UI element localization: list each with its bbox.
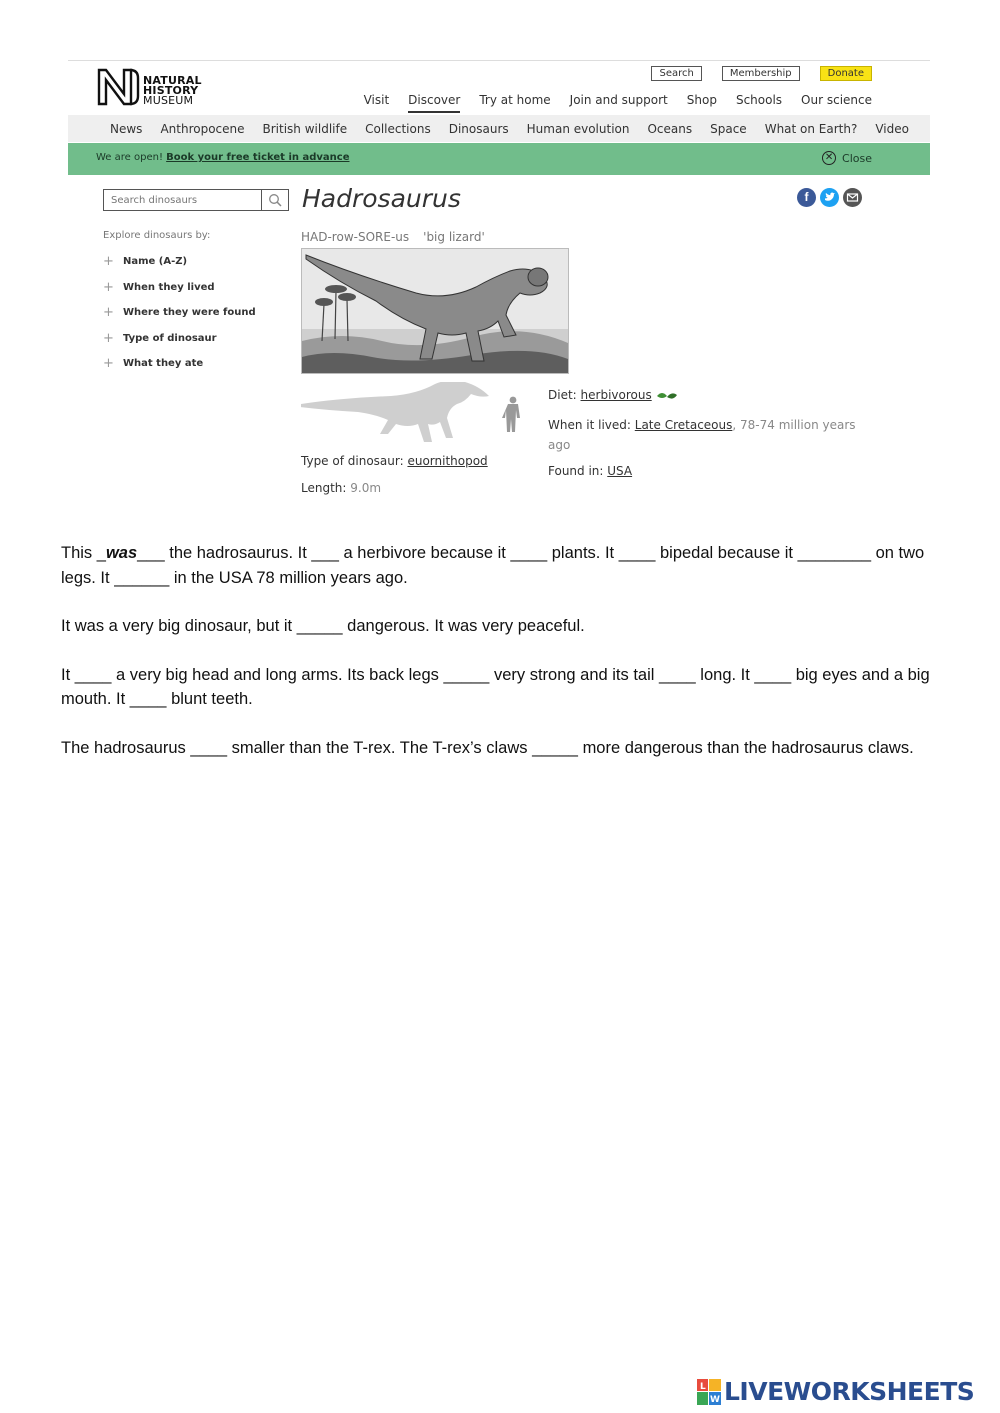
diet-label: Diet: xyxy=(548,388,581,402)
diet-detail xyxy=(548,388,678,402)
lived-link[interactable]: Late Cretaceous xyxy=(634,418,733,432)
explore-filters xyxy=(103,256,256,384)
leaf-icon xyxy=(656,390,678,402)
plus-icon: + xyxy=(103,330,114,346)
pronunciation xyxy=(301,230,485,244)
sub-nav-video[interactable]: Video xyxy=(875,121,909,136)
sub-nav-what-on-earth[interactable]: What on Earth? xyxy=(764,121,858,136)
sub-nav-british-wildlife[interactable]: British wildlife xyxy=(262,121,348,136)
dinosaur-title: Hadrosaurus xyxy=(302,184,461,213)
sub-nav-human-evolution[interactable]: Human evolution xyxy=(526,121,630,136)
logo-line-2: HISTORY xyxy=(143,84,199,97)
top-divider xyxy=(68,60,930,61)
logo-line-1: NATURAL xyxy=(143,74,202,87)
donate-button[interactable]: Donate xyxy=(820,66,872,81)
type-of-dinosaur xyxy=(301,454,488,468)
filter-when-they-lived[interactable] xyxy=(103,279,256,308)
museum-page-screenshot xyxy=(68,60,930,510)
filter-label: Type of dinosaur xyxy=(123,332,217,344)
banner-close-label: Close xyxy=(842,151,872,165)
filter-name-a-z[interactable] xyxy=(103,256,256,282)
sub-nav-space[interactable]: Space xyxy=(710,121,747,136)
search-input[interactable] xyxy=(104,190,262,210)
logo-wordmark xyxy=(143,76,202,106)
main-nav-schools[interactable]: Schools xyxy=(735,93,783,107)
found-label: Found in: xyxy=(548,464,608,478)
filter-where-found[interactable] xyxy=(103,307,256,333)
explore-heading: Explore dinosaurs by: xyxy=(103,230,211,241)
p1-start: This _ xyxy=(61,544,106,562)
book-ticket-link[interactable]: Book your free ticket in advance xyxy=(166,152,350,163)
length-value: 9.0m xyxy=(350,481,382,495)
open-banner xyxy=(68,143,930,175)
main-nav-try-at-home[interactable]: Try at home xyxy=(479,93,551,107)
close-icon: ✕ xyxy=(822,151,836,165)
length-detail xyxy=(301,481,381,495)
filter-type-of-dinosaur[interactable] xyxy=(103,330,256,359)
plus-icon: + xyxy=(103,356,114,372)
found-in-detail xyxy=(548,464,632,478)
main-nav-visit[interactable]: Visit xyxy=(363,93,390,107)
plus-icon: + xyxy=(103,305,114,321)
main-nav-discover[interactable]: Discover xyxy=(408,93,460,113)
sub-nav-dinosaurs[interactable]: Dinosaurs xyxy=(448,121,509,136)
liveworksheets-wordmark: LIVEWORKSHEETS xyxy=(724,1377,975,1406)
museum-logo[interactable] xyxy=(96,66,216,110)
search-button[interactable]: Search xyxy=(651,66,701,81)
when-lived-detail xyxy=(548,415,878,455)
exercise-paragraph-2: It was a very big dinosaur, but it _____ dangerous. It was very peaceful. xyxy=(61,617,585,635)
p1-rest: ___ the hadrosaurus. It ___ a herbivore because it ____ plants. It ____ bipedal because it ________ on two legs. It ______ in the USA 78 million years ago. xyxy=(61,544,925,587)
banner-message xyxy=(96,152,349,163)
sub-nav-anthropocene[interactable]: Anthropocene xyxy=(160,121,245,136)
plus-icon: + xyxy=(103,254,114,269)
facebook-icon[interactable]: f xyxy=(797,188,816,207)
twitter-icon[interactable] xyxy=(820,188,839,207)
share-icons xyxy=(797,188,862,207)
diet-link[interactable]: herbivorous xyxy=(580,388,652,402)
membership-button[interactable]: Membership xyxy=(722,66,800,81)
sub-nav-oceans[interactable]: Oceans xyxy=(647,121,693,136)
length-label: Length: xyxy=(301,481,351,495)
main-nav-join-and-support[interactable]: Join and support xyxy=(569,93,668,107)
size-comparison-silhouette xyxy=(301,382,531,444)
liveworksheets-badge-icon xyxy=(697,1379,721,1405)
sub-nav-collections[interactable]: Collections xyxy=(365,121,431,136)
hadrosaurus-drawing-icon xyxy=(302,249,568,373)
human-figure-icon xyxy=(502,397,520,432)
logo-line-3: MUSEUM xyxy=(143,94,194,107)
filter-label: When they lived xyxy=(123,281,215,293)
plus-icon: + xyxy=(103,279,114,295)
badge-letter-l: L xyxy=(700,1381,706,1392)
worksheet-exercise xyxy=(61,541,931,784)
top-buttons xyxy=(651,66,872,81)
banner-text: We are open! xyxy=(96,152,167,163)
exercise-paragraph-3: It ____ a very big head and long arms. Its back legs _____ very strong and its tail ____ long. It ____ big eyes and a big mouth. It ____ blunt teeth. xyxy=(61,665,930,708)
dinosaur-search xyxy=(103,189,289,211)
main-nav xyxy=(364,93,872,113)
name-meaning: 'big lizard' xyxy=(423,230,485,244)
lived-extra: , 78-74 million years ago xyxy=(548,418,856,452)
found-link[interactable]: USA xyxy=(607,464,633,478)
search-icon[interactable] xyxy=(268,193,282,207)
sub-nav xyxy=(68,115,930,142)
filter-what-they-ate[interactable] xyxy=(103,358,256,384)
filter-label: What they ate xyxy=(123,358,204,370)
banner-close-button[interactable] xyxy=(822,151,872,165)
exercise-paragraph-4: The hadrosaurus ____ smaller than the T-rex. The T-rex’s claws _____ more dangerous than the hadrosaurus claws. xyxy=(61,738,914,757)
answer-was[interactable]: was xyxy=(105,544,138,562)
main-nav-our-science[interactable]: Our science xyxy=(801,93,872,107)
exercise-paragraph-1 xyxy=(61,541,931,590)
main-nav-shop[interactable]: Shop xyxy=(686,93,717,107)
liveworksheets-logo xyxy=(697,1377,974,1406)
badge-letter-w: W xyxy=(710,1394,720,1405)
hadrosaurus-illustration xyxy=(301,248,569,374)
lived-label: When it lived: xyxy=(548,418,635,432)
museum-n-logo-icon xyxy=(96,66,140,108)
filter-label: Name (A-Z) xyxy=(123,256,188,267)
sub-nav-news[interactable]: News xyxy=(110,121,143,136)
email-icon[interactable] xyxy=(843,188,862,207)
pronunciation-text: HAD-row-SORE-us xyxy=(301,230,410,244)
filter-label: Where they were found xyxy=(123,307,256,319)
type-link[interactable]: euornithopod xyxy=(407,454,488,468)
type-label: Type of dinosaur: xyxy=(301,454,408,468)
